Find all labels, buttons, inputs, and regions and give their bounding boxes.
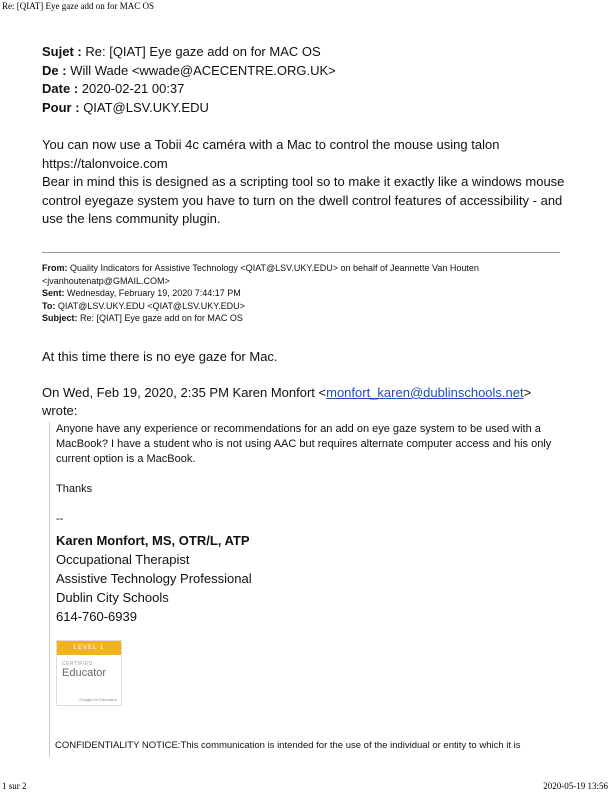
signature-name: Karen Monfort, MS, OTR/L, ATP (56, 533, 250, 548)
fwd-sent-label: Sent: (42, 288, 65, 298)
email-metadata (42, 43, 582, 117)
fwd-from-value: Quality Indicators for Assistive Technology <QIAT@LSV.UKY.EDU> on behalf of Jeannette Van Houten <jvanhoutenatp@GMAIL.COM> (42, 263, 479, 286)
certified-educator-badge (56, 640, 122, 706)
quoted-body (56, 422, 556, 467)
badge-issuer: Google for Education (79, 697, 117, 702)
badge-level: LEVEL 1 (57, 641, 121, 655)
forwarded-header (42, 262, 562, 325)
date-label: Date : (42, 81, 79, 96)
to-value: QIAT@LSV.UKY.EDU (83, 99, 209, 115)
from-row (42, 62, 582, 81)
quoted-text: Anyone have any experience or recommendations for an add on eye gaze system to be used with a MacBook? I have a student who is not using AAC but requires alternate computer access and his only current option is a MacBook. (56, 423, 552, 465)
reply-text: At this time there is no eye gaze for Mac. (42, 349, 278, 364)
from-value: Will Wade <wwade@ACECENTRE.ORG.UK> (70, 62, 336, 78)
subject-value: Re: [QIAT] Eye gaze add on for MAC OS (85, 44, 321, 59)
signature-title-2: Assistive Technology Professional (56, 571, 252, 586)
attribution-wrote: wrote: (42, 403, 78, 418)
fwd-subject-label: Subject: (42, 313, 78, 323)
fwd-subject-row (42, 312, 562, 325)
body-line-3: Bear in mind this is designed as a scripting tool so to make it exactly like a windows mouse control eyegaze system you have to turn on the dwell control features of accessibility - and use the lens community plugin. (42, 174, 565, 226)
from-label: De : (42, 62, 67, 78)
page-number: 1 sur 2 (2, 781, 27, 791)
separator-rule (42, 252, 560, 253)
confidentiality-notice: CONFIDENTIALITY NOTICE:This communication is intended for the use of the individual or entity to which it is (55, 740, 521, 751)
fwd-from-row (42, 262, 562, 287)
signature-block (56, 531, 576, 626)
attribution-suffix: > (523, 385, 532, 400)
date-row (42, 80, 582, 99)
to-label: Pour : (42, 99, 80, 115)
quoted-message (49, 422, 576, 757)
reply-section (42, 348, 572, 420)
fwd-subject-value: Re: [QIAT] Eye gaze add on for MAC OS (80, 313, 243, 323)
signature-phone: 614-760-6939 (56, 609, 137, 624)
quoted-thanks: Thanks (56, 483, 93, 495)
badge-role: Educator (62, 667, 107, 679)
badge-certified: CERTIFIED (62, 661, 93, 667)
signature-title-1: Occupational Therapist (56, 552, 190, 567)
fwd-to-value: QIAT@LSV.UKY.EDU <QIAT@LSV.UKY.EDU> (57, 300, 245, 311)
attribution-prefix: On Wed, Feb 19, 2020, 2:35 PM Karen Monfort < (42, 385, 327, 400)
message-body (42, 136, 582, 229)
signature-org: Dublin City Schools (56, 590, 169, 605)
fwd-sent-row (42, 287, 562, 300)
subject-label: Sujet : (42, 44, 82, 59)
fwd-to-row (42, 300, 562, 313)
body-link: https://talonvoice.com (42, 155, 168, 171)
fwd-from-label: From: (42, 263, 68, 273)
to-row (42, 99, 582, 118)
print-datetime: 2020-05-19 13:56 (543, 781, 608, 791)
print-header: Re: [QIAT] Eye gaze add on for MAC OS (2, 1, 154, 11)
signature-delimiter: -- (56, 513, 64, 525)
fwd-sent-value: Wednesday, February 19, 2020 7:44:17 PM (67, 288, 241, 298)
date-value: 2020-02-21 00:37 (81, 81, 185, 96)
reply-attribution (42, 384, 572, 402)
body-line-1: You can now use a Tobii 4c caméra with a Mac to control the mouse using talon (42, 137, 500, 152)
subject-row (42, 43, 582, 62)
attribution-email-link[interactable]: monfort_karen@dublinschools.net (326, 385, 524, 400)
fwd-to-label: To: (42, 300, 56, 311)
